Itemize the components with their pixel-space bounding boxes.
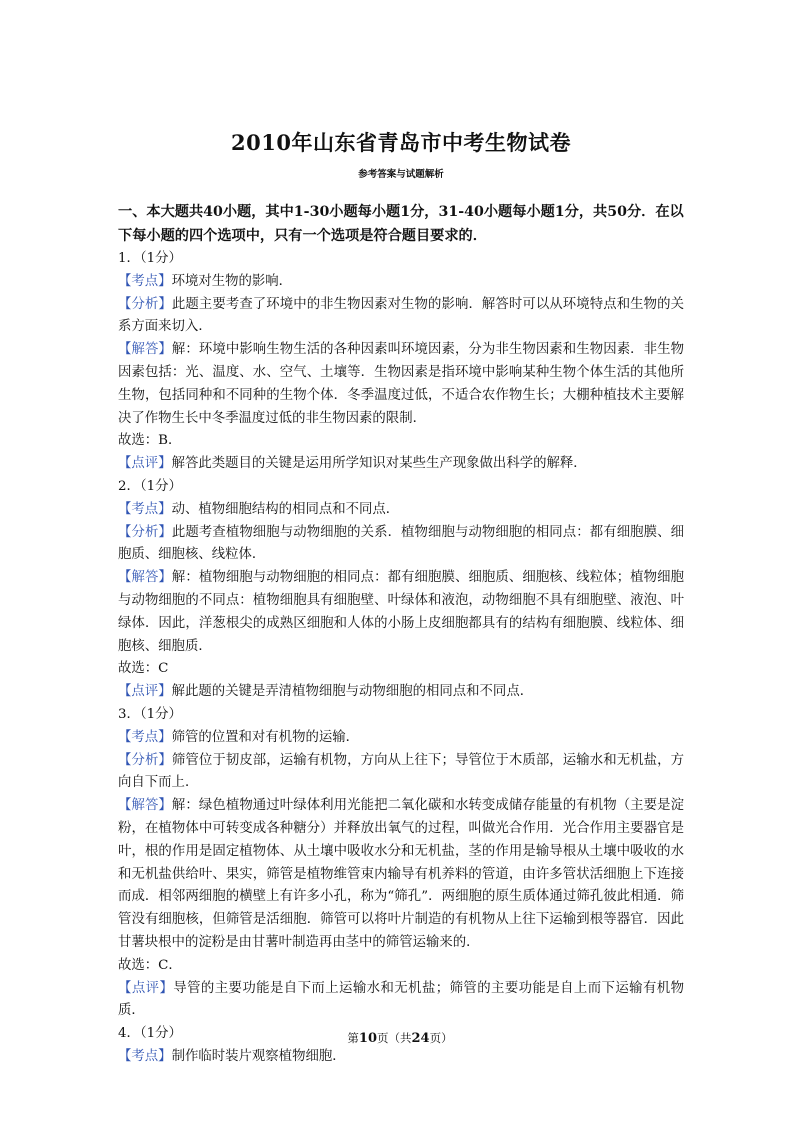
fenxi-line xyxy=(118,522,684,568)
question-block xyxy=(118,704,684,1023)
jieda-text: 解：环境中影响生物生活的各种因素叫环境因素，分为非生物因素和生物因素．非生物因素包括：光、温度、水、空气、土壤等．生物因素是指环境中影响某种生物个体生活的其他所生物，包括同种和不同种的生物个体．冬季温度过低，不适合农作物生长；大棚种植技术主要解决了作物生长中冬季温度过低的非生物因素的限制． xyxy=(118,342,685,426)
question-number: 2．（1分） xyxy=(118,478,182,494)
kaodian-tag: 【考点】 xyxy=(118,729,172,745)
jieda-line xyxy=(118,567,684,658)
fenxi-line xyxy=(118,750,684,796)
fenxi-line xyxy=(118,294,684,340)
kaodian-tag: 【考点】 xyxy=(118,1048,172,1064)
fenxi-tag: 【分析】 xyxy=(118,752,172,768)
jieda-line xyxy=(118,795,684,955)
dianping-tag: 【点评】 xyxy=(118,456,172,472)
question-number: 3．（1分） xyxy=(118,706,182,722)
fenxi-tag: 【分析】 xyxy=(118,296,172,312)
section-heading: 一、本大题共40小题，其中1-30小题每小题1分，31-40小题每小题1分，共50分．在以下每小题的四个选项中，只有一个选项是符合题目要求的． xyxy=(118,204,684,244)
jieda-tag: 【解答】 xyxy=(118,798,172,814)
question-number: 1．（1分） xyxy=(118,251,182,266)
footer-suffix: 页） xyxy=(429,1031,453,1045)
answer-line: 故选：C xyxy=(118,661,169,677)
answer-line: 故选：C． xyxy=(118,957,182,973)
kaodian-text: 筛管的位置和对有机物的运输． xyxy=(171,729,360,745)
jieda-tag: 【解答】 xyxy=(118,342,172,358)
kaodian-line xyxy=(118,271,684,294)
jieda-line xyxy=(118,339,684,430)
kaodian-line xyxy=(118,1046,684,1069)
jieda-text: 解：植物细胞与动物细胞的相同点：都有细胞膜、细胞质、细胞核、线粒体；植物细胞与动物细胞的不同点：植物细胞具有细胞壁、叶绿体和液泡，动物细胞不具有细胞壁、液泡、叶绿体．因此，洋葱根尖的成熟区细胞和人体的小肠上皮细胞都具有的结构有细胞膜、线粒体、细胞核、细胞质． xyxy=(118,570,685,654)
fenxi-tag: 【分析】 xyxy=(118,524,172,540)
question-block xyxy=(118,248,684,476)
total-pages: 24 xyxy=(411,1031,430,1046)
question-block xyxy=(118,476,684,704)
fenxi-text: 此题考查植物细胞与动物细胞的关系．植物细胞与动物细胞的相同点：都有细胞膜、细胞质、细胞核、线粒体． xyxy=(118,524,685,563)
question-number: 4．（1分） xyxy=(118,1026,182,1042)
jieda-tag: 【解答】 xyxy=(118,570,172,586)
fenxi-text: 此题主要考查了环境中的非生物因素对生物的影响．解答时可以从环境特点和生物的关系方面来切入． xyxy=(118,296,685,335)
dianping-tag: 【点评】 xyxy=(118,684,172,700)
document-page xyxy=(118,126,684,1069)
kaodian-text: 制作临时装片观察植物细胞． xyxy=(171,1048,346,1064)
page-subtitle: 参考答案与试题解析 xyxy=(358,169,444,180)
kaodian-text: 动、植物细胞结构的相同点和不同点． xyxy=(171,501,400,517)
dianping-tag: 【点评】 xyxy=(118,980,174,996)
jieda-text: 解：绿色植物通过叶绿体利用光能把二氧化碳和水转变成储存能量的有机物（主要是淀粉，在植物体中可转变成各种糖分）并释放出氧气的过程，叫做光合作用．光合作用主要器官是叶，根的作用是固定植物体、从土壤中吸收水分和无机盐，茎的作用是输导根从土壤中吸收的水和无机盐供给叶、果实，筛管是植物维管束内输导有机养料的管道，由许多管状活细胞上下连接而成．相邻两细胞的横壁上有许多小孔，称为“筛孔”．两细胞的原生质体通过筛孔彼此相通．筛管没有细胞核，但筛管是活细胞．筛管可以将叶片制造的有机物从上往下运输到根等器官．因此甘薯块根中的淀粉是由甘薯叶制造再由茎中的筛管运输来的． xyxy=(118,798,685,950)
answer-line: 故选：B． xyxy=(118,433,182,449)
kaodian-tag: 【考点】 xyxy=(118,501,172,517)
dianping-text: 解此题的关键是弄清植物细胞与动物细胞的相同点和不同点． xyxy=(171,684,534,700)
dianping-text: 解答此类题目的关键是运用所学知识对某些生产现象做出科学的解释． xyxy=(171,456,587,472)
page-number: 10 xyxy=(358,1031,377,1046)
kaodian-tag: 【考点】 xyxy=(118,273,172,289)
footer-prefix: 第 xyxy=(347,1031,359,1045)
dianping-line xyxy=(118,681,684,704)
dianping-line xyxy=(118,453,684,476)
fenxi-text: 筛管位于韧皮部，运输有机物，方向从上往下；导管位于木质部，运输水和无机盐，方向自下而上． xyxy=(118,752,685,791)
dianping-line xyxy=(118,978,684,1024)
kaodian-text: 环境对生物的影响． xyxy=(171,273,293,289)
footer-middle: 页（共 xyxy=(377,1031,412,1045)
page-title: 2010年山东省青岛市中考生物试卷 xyxy=(231,130,571,155)
page-footer xyxy=(0,1030,800,1047)
dianping-text: 导管的主要功能是自下而上运输水和无机盐；筛管的主要功能是自上而下运输有机物质． xyxy=(118,980,685,1019)
kaodian-line xyxy=(118,727,684,750)
kaodian-line xyxy=(118,499,684,522)
